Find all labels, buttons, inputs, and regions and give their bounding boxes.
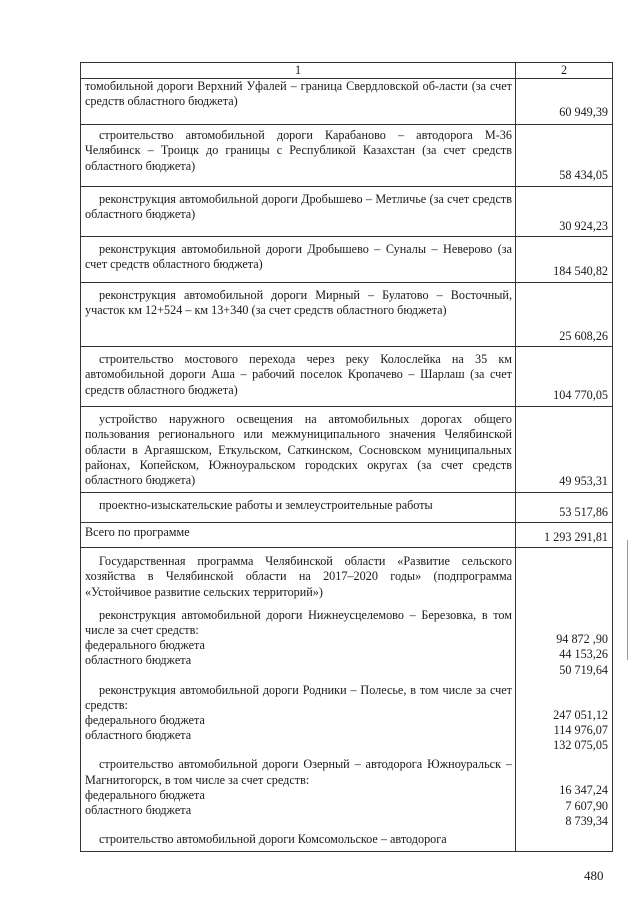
total-amount: 1 293 291,81 bbox=[544, 530, 608, 544]
row-amount: 49 953,31 bbox=[559, 474, 608, 488]
federal-amount: 114 976,07 bbox=[553, 723, 608, 738]
table-row bbox=[81, 493, 613, 523]
federal-amount: 44 153,26 bbox=[559, 647, 608, 662]
row-amount: 60 949,39 bbox=[559, 105, 608, 119]
table-row bbox=[81, 407, 613, 493]
row-amount: 58 434,05 bbox=[559, 168, 608, 182]
row-text: устройство наружного освещения на автомобильных дорогах общего пользования регионального или межмуниципального значения Челябинской области в Аргаяшском, Еткульском, Саткинском, Сосновском муниципальных районах, Копейском, Южноуральском городских округах (за счет средств областного бюджета) bbox=[85, 412, 512, 488]
header-col-1: 1 bbox=[81, 63, 516, 79]
regional-amount: 8 739,34 bbox=[565, 813, 608, 828]
budget-table bbox=[80, 62, 613, 852]
federal-budget-label: федерального бюджета bbox=[85, 638, 205, 653]
table-row bbox=[81, 125, 613, 187]
row-amount: 184 540,82 bbox=[553, 264, 608, 278]
page-number: 480 bbox=[584, 868, 604, 883]
row-text: проектно-изыскательские работы и землеустроительные работы bbox=[99, 498, 433, 513]
table-header-row bbox=[81, 63, 613, 79]
regional-budget-label: областного бюджета bbox=[85, 728, 192, 743]
subrow-text: реконструкция автомобильной дороги Нижнеусцелемово – Березовка, в том числе за счет средств: bbox=[85, 607, 512, 638]
row-amount: 30 924,23 bbox=[559, 219, 608, 233]
regional-budget-label: областного бюджета bbox=[85, 653, 192, 668]
row-text: реконструкция автомобильной дороги Мирный – Булатово – Восточный, участок км 12+524 – км 13+340 (за счет средств областного бюджета) bbox=[85, 288, 512, 318]
regional-budget-label: областного бюджета bbox=[85, 803, 192, 818]
program-block bbox=[81, 548, 613, 852]
subrow-text: реконструкция автомобильной дороги Родники – Полесье, в том числе за счет средств: bbox=[85, 682, 512, 712]
row-text: томобильной дороги Верхний Уфалей – граница Свердловской об-ласти (за счет средств областного бюджета) bbox=[85, 79, 512, 109]
table-row bbox=[81, 187, 613, 237]
total-row bbox=[81, 523, 613, 548]
federal-budget-label: федерального бюджета bbox=[85, 713, 205, 728]
subrow-amount: 247 051,12 bbox=[553, 707, 608, 722]
row-text: реконструкция автомобильной дороги Дробышево – Метличье (за счет средств областного бюджета) bbox=[85, 192, 512, 222]
row-text: реконструкция автомобильной дороги Дробышево – Суналы – Неверово (за счет средств областного бюджета) bbox=[85, 242, 512, 272]
last-row-text: строительство автомобильной дороги Комсомольское – автодорога bbox=[99, 832, 447, 847]
program-title: Государственная программа Челябинской области «Развитие сельского хозяйства в Челябинской области на 2017–2020 годы» (подпрограмма «Устойчивое развитие сельских территорий») bbox=[85, 554, 512, 599]
row-amount: 25 608,26 bbox=[559, 329, 608, 343]
federal-amount: 7 607,90 bbox=[565, 798, 608, 813]
total-label: Всего по программе bbox=[85, 525, 190, 540]
table-row bbox=[81, 79, 613, 125]
subrow-amount: 94 872 ,90 bbox=[556, 632, 608, 647]
regional-amount: 50 719,64 bbox=[559, 662, 608, 677]
federal-budget-label: федерального бюджета bbox=[85, 787, 205, 802]
subrow-amount: 16 347,24 bbox=[559, 783, 608, 798]
row-text: строительство автомобильной дороги Карабаново – автодорога М-36 Челябинск – Троицк до границы с Республикой Казахстан (за счет средств областного бюджета) bbox=[85, 128, 512, 173]
table-row bbox=[81, 347, 613, 407]
table-row bbox=[81, 283, 613, 347]
table-row bbox=[81, 237, 613, 283]
subrow-text: строительство автомобильной дороги Озерный – автодорога Южноуральск – Магнитогорск, в том числе за счет средств: bbox=[85, 757, 512, 787]
row-amount: 104 770,05 bbox=[553, 388, 608, 402]
scan-edge-mark bbox=[627, 540, 628, 660]
header-col-2: 2 bbox=[516, 63, 613, 79]
row-amount: 53 517,86 bbox=[559, 505, 608, 519]
row-text: строительство мостового перехода через реку Колослейка на 35 км автомобильной дороги Аша – рабочий поселок Кропачево – Шарлаш (за счет средств областного бюджета) bbox=[85, 352, 512, 397]
regional-amount: 132 075,05 bbox=[553, 738, 608, 753]
